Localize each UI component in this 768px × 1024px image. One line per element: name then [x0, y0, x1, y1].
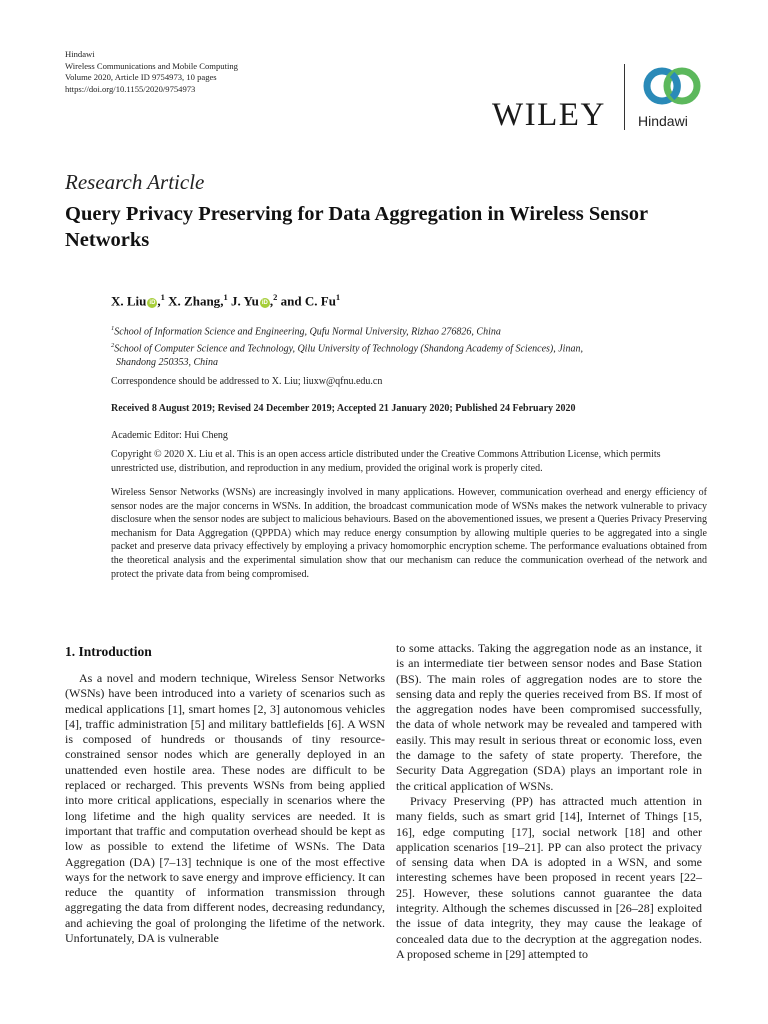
- author-name[interactable]: X. Liu: [111, 293, 147, 309]
- academic-editor: Academic Editor: Hui Cheng: [111, 430, 228, 441]
- affiliation-2-marker: 2: [111, 341, 115, 349]
- affiliation-2: [111, 339, 671, 356]
- doi-link[interactable]: https://doi.org/10.1155/2020/9754973: [65, 84, 196, 95]
- author-list: X. Liu iD ,$^1$ X. Zhang,$^1$ J. Yu iD ,$^2$ and C. Fu$^1$: [111, 292, 341, 309]
- affiliation-1-marker: 1: [111, 325, 115, 332]
- author-affiliation-marker: 1: [160, 292, 165, 302]
- author-name[interactable]: J. Yu: [230, 293, 259, 309]
- orcid-icon[interactable]: iD: [261, 300, 268, 307]
- wiley-logo: WILEY: [492, 97, 606, 133]
- right-column: [396, 641, 702, 962]
- journal-meta: [65, 49, 238, 96]
- author-name[interactable]: C. Fu: [304, 293, 336, 309]
- article-type: Research Article: [65, 170, 205, 194]
- journal-name: Wireless Communications and Mobile Computing: [65, 60, 238, 71]
- intro-paragraph-1: As a novel and modern technique, Wireless Sensor Networks (WSNs) have been introduced into a variety of scenarios such as medical applications [1], smart homes [2, 3] autonomous vehicles [4], traffic administration [5] and military battlefields [6]. A WSN is composed of hundreds or thousands of tiny resource-constrained sensor nodes which are generally deployed in an unattended even hostile area. These nodes are difficult to be replaced or recharged. This prevents WSNs from being applied into more critical applications, especially in scenarios where the long lifetime and the high quality services are needed. It is important that traffic and computation overhead should be kept as low as possible to extend the lifetime of WSNs. The Data Aggregation (DA) [7–13] technique is one of the most effective ways for the network to save energy and improve efficiency. It can reduce the quantity of information transmission through aggregating the data from different nodes, decreasing redundancy, and achieving the goal of prolonging the lifetime of the network. Unfortunately, DA is vulnerable: [65, 671, 385, 946]
- hindawi-wordmark: Hindawi: [638, 113, 688, 129]
- affiliation-2-text: School of Computer Science and Technology, Qilu University of Technology (Shandong Academy of Sciences), Jinan,: [114, 343, 583, 355]
- volume-line: Volume 2020, Article ID 9754973, 10 pages: [65, 72, 217, 83]
- hindawi-logo-icon: [640, 62, 704, 110]
- author-affiliation-marker: 1: [223, 292, 228, 302]
- abstract: Wireless Sensor Networks (WSNs) are increasingly involved in many applications. However, communication overhead and energy efficiency of sensor nodes are the major concerns in WSNs. In addition, the broadcast communication mode of WSNs makes the network vulnerable to privacy disclosure when the sensor nodes are subject to malicious behaviours. Based on the abovementioned issues, we present a Queries Privacy Preserving mechanism for Data Aggregation (QPPDA) which may reduce energy consumption by allowing multiple queries to be aggregated into a single packet and preserve data privacy effectively by employing a privacy homomorphic encryption scheme. The performance evaluations obtained from the theoretical analysis and the experimental simulation show that our mechanism can reduce the communication overhead of the network and protect the private data from being compromised.: [111, 487, 707, 580]
- publication-dates: Received 8 August 2019; Revised 24 December 2019; Accepted 21 January 2020; Published 24 February 2020: [111, 403, 576, 414]
- publisher-name: Hindawi: [65, 49, 95, 59]
- logo-divider: [624, 64, 625, 130]
- affiliations: [111, 322, 671, 369]
- section-heading: 1. Introduction: [65, 644, 152, 659]
- correspondence: Correspondence should be addressed to X. Liu; liuxw@qfnu.edu.cn: [111, 376, 383, 387]
- intro-paragraph-1-cont: to some attacks. Taking the aggregation node as an instance, it is an intermediate tier between sensor nodes and Base Station (BS). The main roles of aggregation nodes are to store the sensing data and reply the queries received from BS. If most of the aggregation nodes have been compromised successfully, the data of whole network may be revealed and tampered with easily. This may result in serious threat or economic loss, even the damage to the safety of state property. Therefore, the Security Data Aggregation (SDA) plays an important role in the critical application of WSNs.: [396, 641, 702, 793]
- article-title: Query Privacy Preserving for Data Aggregation in Wireless Sensor Networks: [65, 203, 648, 251]
- author-name[interactable]: X. Zhang: [168, 293, 221, 309]
- copyright-notice: Copyright © 2020 X. Liu et al. This is an open access article distributed under the Creative Commons Attribution License, which permits unrestricted use, distribution, and reproduction in any medium, provided the original work is properly cited.: [111, 449, 661, 474]
- intro-paragraph-2: Privacy Preserving (PP) has attracted much attention in many fields, such as smart grid [14], Internet of Things [15, 16], edge computing [17], social network [18] and other application scenarios [19–21]. PP can also protect the privacy of sensing data when DA is adopted in a WSN, and some interesting schemes have been proposed in recent years [22–25]. However, these solutions cannot guarantee the data integrity. Although the schemes discussed in [26–28] exploited the issue of data integrity, they may cause the leakage of concealed data due to the decryption at the aggregation nodes. A proposed scheme in [29] attempted to: [396, 793, 702, 961]
- author-affiliation-marker: 1: [335, 292, 341, 302]
- affiliation-1-text: School of Information Science and Engineering, Qufu Normal University, Rizhao 276826, China: [114, 326, 501, 338]
- affiliation-1: [111, 322, 671, 339]
- affiliation-2-continued: Shandong 250353, China: [116, 356, 218, 368]
- left-column: [65, 671, 385, 946]
- author-affiliation-marker: 2: [273, 292, 278, 302]
- orcid-icon[interactable]: iD: [149, 300, 156, 307]
